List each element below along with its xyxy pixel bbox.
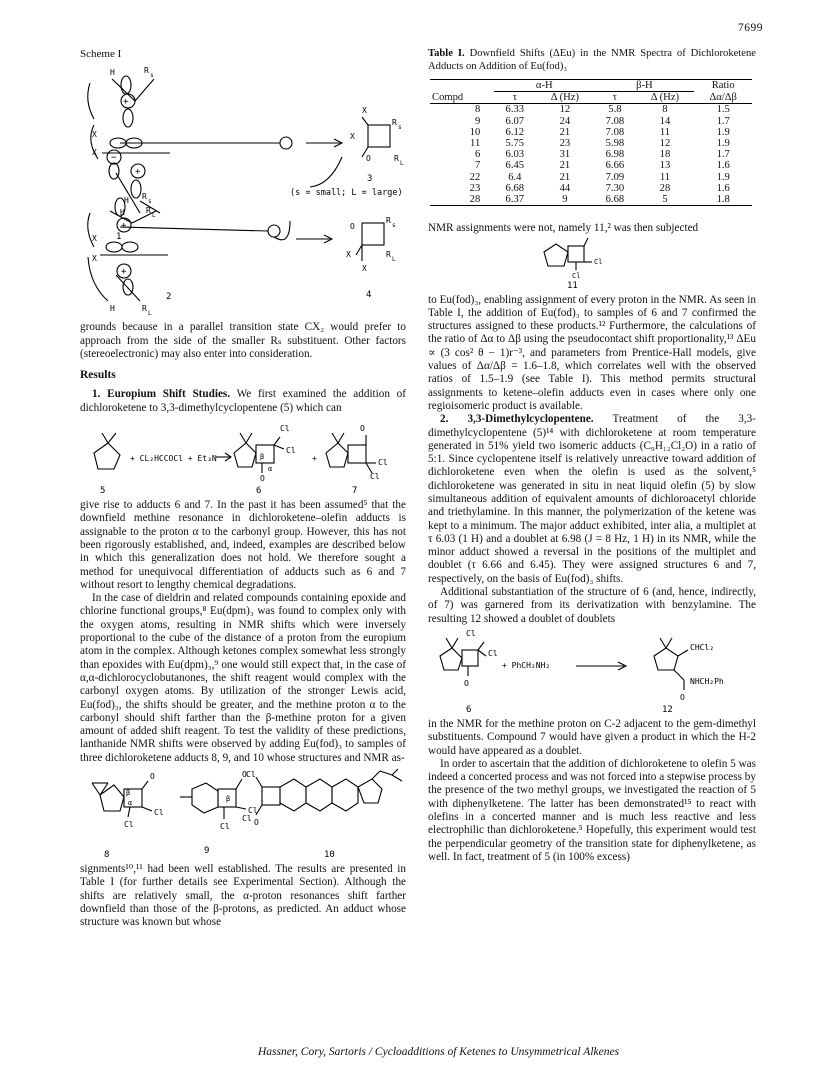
svg-text:1: 1: [116, 232, 122, 243]
svg-text:R: R: [142, 304, 147, 314]
svg-text:L: L: [148, 310, 152, 318]
table-caption-text: Downfield Shifts (ΔEu) in the NMR Spectra of Dichloroketene Adducts on Addition of Eu(fod)₃: [428, 48, 756, 72]
svg-text:s: s: [150, 72, 154, 80]
reaction-2-reagent: + PhCH₂NH₂: [502, 660, 551, 670]
table-row: [430, 172, 752, 183]
svg-text:O: O: [242, 770, 247, 780]
table-row: [430, 127, 752, 138]
svg-text:Cl: Cl: [154, 808, 164, 818]
table-cell: 1.5: [716, 104, 730, 116]
svg-text:α: α: [268, 465, 273, 474]
table-cell: 5: [662, 194, 668, 206]
table-cell: 5.75: [505, 138, 525, 150]
svg-text:R: R: [394, 154, 399, 164]
structures-8-9-10: [80, 765, 406, 863]
table-row: [430, 104, 752, 116]
table-cell: 21: [559, 160, 571, 172]
col-header: Compd: [432, 91, 464, 103]
table-cell: 9: [562, 194, 568, 206]
paragraph-dimethyl: [428, 413, 756, 586]
svg-text:H: H: [124, 196, 129, 206]
svg-text:+: +: [135, 167, 141, 178]
table-row: [430, 183, 752, 194]
table-cell: 1.9: [716, 171, 730, 183]
table-cell: 5.8: [608, 104, 622, 116]
table-cell: 1.6: [716, 182, 730, 194]
svg-text:Cl: Cl: [242, 814, 252, 824]
reaction-2-figure: [428, 626, 756, 718]
table-cell: 1.8: [716, 194, 730, 206]
right-column: [428, 48, 756, 864]
table-downfield-shifts: [430, 79, 752, 206]
svg-text:R: R: [386, 216, 391, 226]
svg-text:Cl: Cl: [488, 648, 498, 658]
table-cell: 13: [659, 160, 671, 172]
svg-text:−: −: [111, 153, 117, 164]
dimethyl-heading: 2. 3,3-Dimethylcyclopentene.: [440, 413, 594, 426]
svg-text:6: 6: [466, 704, 472, 715]
col-header: Δα/Δβ: [709, 91, 737, 103]
table-cell: 6.12: [505, 126, 525, 138]
col-header: τ: [512, 92, 517, 104]
table-header-row: [430, 92, 752, 104]
svg-text:5: 5: [100, 486, 106, 497]
table-cell: 1.7: [716, 115, 730, 127]
paragraph-adducts: give rise to adducts 6 and 7. In the past it has been assumed⁵ that the downfield methine resonance in dichloroketene–olefin adducts is assignable to the proton α to the carbonyl group. However, this has not been rigorously established, and, indeed, examples are described below in which this generalization does not hold. We therefore sought a method for unequivocal differentiation of adducts such as 6 and 7 without resort to lengthy chemical degradations.: [80, 499, 406, 591]
svg-text:R: R: [142, 192, 147, 202]
svg-text:Cl: Cl: [370, 472, 380, 482]
table-row: [430, 160, 752, 171]
dimethyl-text: Treatment of the 3,3-dimethylcyclopentene (5)¹⁴ with dichloroketene at room temperature generated in 51% yield two isomeric adducts (C₉H₁₂Cl₂O) in a ratio of 5:1. Since cyclopentene itself is relatively unreactive toward addition of dichloroketene even when the olefin is used as the solvent,⁵ dichloroketene was generated in situ in neat liquid olefin (5) by slow simultaneous addition of equivalent amounts of dichloroacetyl chloride and triethylamine. In this manner, the polymerization of the ketene was kept to a minimum. The major adduct exhibited, inter alia, a multiplet at τ 6.03 (1 H) and a doublet at 6.98 (J = 8 Hz, 1 H) in its NMR, while the minor adduct showed a reversal in the positions of the multiplet and doublet (τ 6.66 and 6.45). They were assigned structures 6 and 7, respectively, on the basis of Eu(fod)₃ shifts.: [428, 413, 756, 585]
svg-text:H: H: [110, 304, 115, 314]
structure-11-diagram: [428, 236, 756, 294]
table-cell: 21: [559, 126, 571, 138]
table-cell: 8: [474, 104, 481, 116]
svg-text:L: L: [400, 160, 404, 168]
svg-text:X: X: [346, 250, 351, 260]
svg-text:Cl: Cl: [286, 446, 296, 456]
svg-text:X: X: [92, 254, 97, 264]
col-header: Δ (Hz): [650, 92, 680, 104]
table-caption-lead: Table I.: [428, 48, 465, 59]
table-cell: 9: [474, 115, 481, 127]
svg-text:X: X: [92, 148, 97, 158]
svg-text:Cl: Cl: [466, 628, 476, 638]
svg-text:+: +: [312, 454, 317, 464]
svg-text:α: α: [128, 799, 133, 808]
svg-text:R: R: [386, 250, 391, 260]
svg-text:4: 4: [366, 290, 372, 301]
table-body: [430, 104, 752, 206]
svg-text:O: O: [366, 154, 371, 164]
svg-text:Cl: Cl: [220, 822, 230, 832]
svg-text:β: β: [126, 789, 131, 798]
table-cell: 8: [662, 104, 668, 116]
table-cell: 28: [659, 182, 671, 194]
svg-text:X: X: [92, 234, 97, 244]
svg-text:O: O: [360, 424, 365, 434]
svg-text:β: β: [260, 453, 265, 462]
table-cell: 6.4: [508, 171, 522, 183]
paragraph-methine: in the NMR for the methine proton on C-2 adjacent to the gem-dimethyl substituents. Compound 7 would have given a product in which the H-2 would have appeared as a doublet.: [428, 717, 756, 757]
reaction-2-diagram: [428, 626, 756, 718]
svg-text:s: s: [398, 124, 402, 132]
structures-diagram: [80, 765, 406, 863]
table-cell: 6.66: [605, 160, 625, 172]
paragraph-signments: signments¹⁰,¹¹ had been well established. The results are presented in Table I (for further details see Experimental Section). Although the shifts are relatively small, the α-proton resonances shift farther downfield than those of the β-protons, as predicted. An adduct whose structure was known but whose: [80, 863, 406, 929]
svg-text:O: O: [680, 692, 685, 702]
paragraph-dieldrin: In the case of dieldrin and related compounds containing epoxide and chlorine functional groups,⁸ Eu(dpm)₃ was found to complex only with the oxygen atoms, resulting in NMR shifts which were inversely proportional to the cube of the distance of a proton from the europium atom in the complex. Although ketones complex somewhat less strongly than epoxides with Eu(dpm)₃,⁹ one would still expect that, in the case of α,α-dichlorocyclobutanones, the shift reagent would complex with the carbonyl oxygen atoms. By utilization of the stronger Lewis acid, Eu(fod)₃, the shifts should be greater, and the methine proton α to the carbonyl should shift farther than the β-methine proton for a given amount of added shift reagent. To test the validity of these predictions, lanthanide NMR shifts were observed by adding Eu(fod)₃ to samples of three dichloroketene adducts 8, 9, and 10 whose structures and NMR as-: [80, 592, 406, 764]
table-cell: 6.68: [605, 194, 625, 206]
svg-text:O: O: [464, 678, 469, 688]
table-row: [430, 194, 752, 206]
svg-text:Cl: Cl: [124, 820, 134, 830]
table-cell: 21: [559, 171, 571, 183]
table-cell: 6.45: [505, 160, 525, 172]
table-cell: 23: [559, 138, 571, 150]
table-row: [430, 138, 752, 149]
scheme-note: (s = small; L = large): [290, 188, 403, 199]
table-cell: 7.30: [605, 182, 625, 194]
table-cell: 1.6: [716, 160, 730, 172]
table-cell: 7: [474, 160, 481, 172]
reaction-1-figure: [80, 415, 406, 499]
scheme-title: Scheme I: [80, 48, 122, 60]
left-column: [80, 48, 406, 930]
col-header: Δ (Hz): [550, 92, 579, 104]
table-cell: 44: [559, 182, 571, 194]
table-cell: 11: [659, 126, 671, 138]
svg-text:R: R: [146, 206, 151, 216]
svg-text:O: O: [350, 222, 355, 232]
svg-text:11: 11: [567, 280, 578, 291]
svg-text:R: R: [392, 118, 397, 128]
table-cell: 6.37: [505, 194, 525, 206]
group-beta: β-H: [594, 80, 694, 92]
svg-text:Cl: Cl: [572, 271, 581, 280]
svg-text:β: β: [226, 795, 231, 804]
running-footer: Hassner, Cory, Sartoris / Cycloadditions of Ketenes to Unsymmetrical Alkenes: [258, 1046, 620, 1058]
results-heading: Results: [80, 369, 116, 382]
svg-text:2: 2: [166, 292, 172, 303]
svg-text:O: O: [260, 474, 265, 484]
table-cell: 6.03: [505, 149, 525, 161]
table-row: [430, 149, 752, 160]
paragraph-nmr: NMR assignments were not, namely 11,² was then subjected: [428, 222, 699, 235]
reaction-1-diagram: [80, 415, 406, 499]
svg-text:X: X: [92, 130, 97, 140]
svg-text:Cl: Cl: [246, 770, 256, 780]
svg-text:s: s: [148, 198, 152, 206]
europium-heading: 1. Europium Shift Studies.: [92, 388, 231, 401]
page-number: 7699: [738, 22, 763, 34]
svg-text:X: X: [362, 106, 367, 116]
europium-text: We first examined the addition of dichloroketene to 3,3-dimethylcyclopentene (5) which can: [80, 388, 406, 414]
table-cell: 6: [474, 149, 481, 161]
table-cell: 6.33: [505, 104, 525, 116]
table-cell: 1.7: [716, 149, 730, 161]
table-cell: 6.68: [505, 182, 525, 194]
svg-text:X: X: [350, 132, 355, 142]
table-caption: [428, 48, 756, 73]
col-header: τ: [612, 92, 618, 104]
paragraph-substantiation: Additional substantiation of the structure of 6 (and, hence, indirectly, of 7) was garnered from its derivatization with benzylamine. The resulting 12 showed a doublet of doublets: [428, 586, 756, 625]
svg-text:L: L: [152, 212, 156, 220]
svg-text:H: H: [120, 208, 125, 218]
table-cell: 7.09: [605, 171, 625, 183]
paragraph-concerted: In order to ascertain that the addition of dichloroketene to olefin 5 was indeed a concerted process and was not forced into a stepwise process by the presence of the two methyl groups, we investigated the reaction of 5 with diphenylketene. The latter has been demonstrated¹⁵ to react with olefins in a concerted manner and is much less reactive and less electrophilic than dichloroketene.⁵ Hopefully, this experiment would test the perpendicular geometry of the transition state for diphenylketene, as well. In fact, treatment of 5 (in 100% excess): [428, 757, 756, 863]
svg-text:9: 9: [204, 846, 210, 857]
structure-11: [428, 236, 756, 294]
svg-text:Cl: Cl: [594, 257, 603, 266]
table-cell: 10: [469, 126, 481, 138]
table-cell: 23: [469, 182, 481, 194]
table-cell: 6.07: [505, 115, 525, 127]
svg-text:O: O: [150, 772, 155, 782]
label-h: H: [110, 68, 115, 78]
paragraph-europium: [80, 388, 406, 415]
scheme-figure: [80, 61, 406, 317]
paragraph-grounds: grounds because in a parallel transition state CX₂ would prefer to approach from the side of the smaller Rₛ substituent. Other factors (stereoelectronic) may also enter into consideration.: [80, 321, 406, 360]
svg-text:+: +: [121, 267, 127, 278]
table-cell: 31: [559, 149, 571, 161]
svg-text:12: 12: [662, 704, 673, 715]
table-cell: 22: [469, 171, 481, 183]
svg-text:s: s: [392, 222, 396, 230]
table-cell: 6.98: [605, 149, 625, 161]
table-cell: 5.98: [605, 138, 625, 150]
svg-text:X: X: [362, 264, 367, 274]
svg-text:NHCH₂Ph: NHCH₂Ph: [690, 676, 724, 686]
svg-text:Cl: Cl: [378, 458, 388, 468]
svg-text:+: +: [123, 97, 129, 108]
svg-text:6: 6: [256, 486, 262, 497]
svg-text:3: 3: [367, 174, 373, 185]
group-alpha: α-H: [494, 80, 594, 92]
table-cell: 7.08: [605, 126, 625, 138]
table-cell: 14: [659, 115, 671, 127]
svg-text:10: 10: [324, 850, 335, 861]
svg-text:Cl: Cl: [248, 806, 258, 816]
paragraph-eufod: to Eu(fod)₃, enabling assignment of every proton in the NMR. As seen in Table I, the addition of Eu(fod)₃ to samples of 6 and 7 confirmed the structures assigned to these products.¹² Furthermore, the calculations of the ratio of Δα to Δβ using the pseudocontact shift proportionality,¹³ ΔEu ∝ (3 cos² θ − 1)r⁻³, and parameters from Prentice-Hall models, give values of Δα/Δβ = 1.6–1.8, which correlates well with the observed ratios of 1.5–1.9 (see Table I). This method permits structural assignments to ketene–olefin adducts even in cases where only one regioisomeric product is available.: [428, 293, 756, 412]
table-row: [430, 116, 752, 127]
table-cell: 24: [559, 115, 571, 127]
scheme-diagram: [80, 61, 406, 317]
reaction-1-reagents: + CL₂HCCOCl + Et₃N: [130, 454, 217, 464]
table-cell: 1.9: [716, 138, 730, 150]
svg-text:Cl: Cl: [280, 424, 290, 434]
group-ratio: Ratio: [711, 80, 735, 92]
table-group-header: [430, 80, 752, 92]
table-cell: 28: [469, 194, 481, 206]
table-cell: 1.9: [716, 126, 730, 138]
table-cell: 11: [659, 171, 671, 183]
svg-text:CHCl₂: CHCl₂: [690, 642, 715, 652]
svg-text:L: L: [392, 256, 396, 264]
svg-text:7: 7: [352, 486, 358, 497]
table-cell: 12: [559, 104, 571, 116]
svg-text:R: R: [144, 66, 149, 76]
table-cell: 7.08: [605, 115, 625, 127]
table-cell: 11: [470, 138, 481, 150]
svg-text:8: 8: [104, 850, 110, 861]
svg-text:+: +: [121, 221, 127, 232]
table-cell: 12: [659, 138, 671, 150]
table-cell: 18: [659, 149, 671, 161]
svg-text:O: O: [254, 818, 259, 828]
